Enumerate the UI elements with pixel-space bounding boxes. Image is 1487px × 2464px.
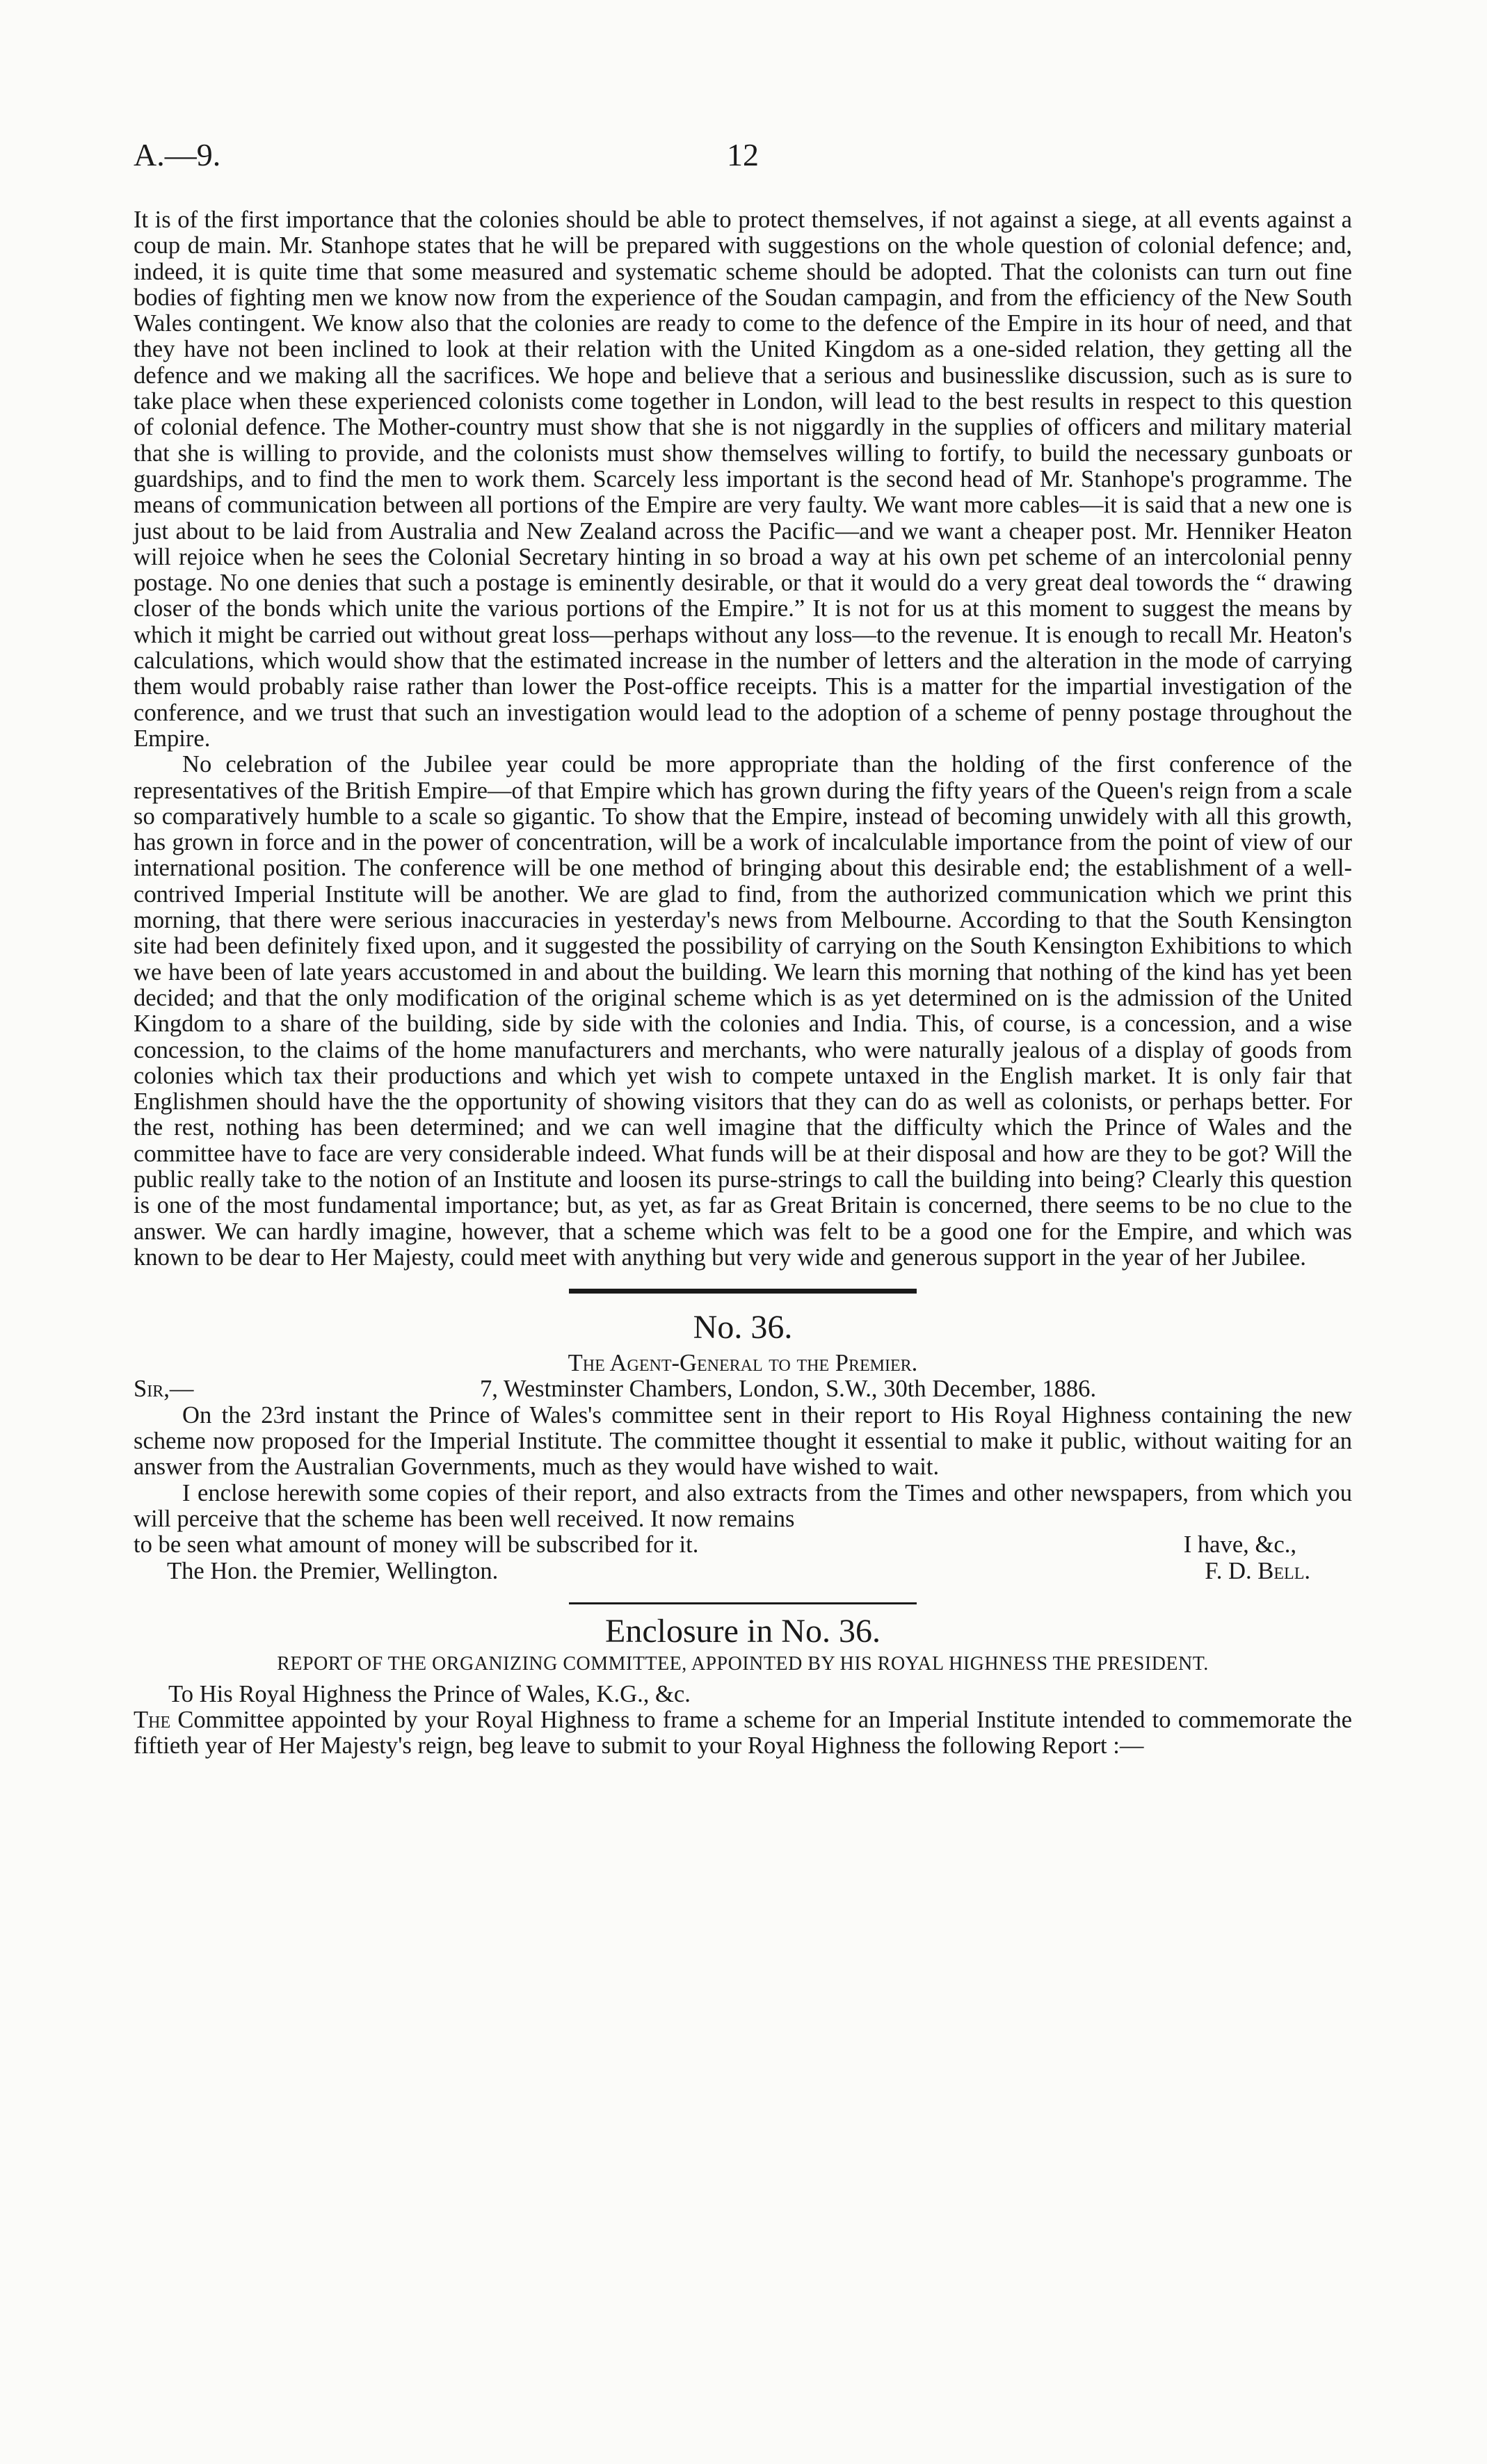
page-reference: A.—9. — [134, 137, 221, 172]
letter-heading: The Agent-General to the Premier. — [568, 1350, 918, 1377]
section-divider — [569, 1289, 917, 1294]
letter-paragraph-2: I enclose herewith some copies of their report, and also extracts from the Times and other newspapers, from which you will perceive that the scheme has been well received. It now remains — [134, 1479, 1352, 1532]
page-number: 12 — [727, 137, 759, 172]
article-paragraph-2: No celebration of the Jubilee year could be more appropriate than the holding of the first conference of the representatives of the British Empire—of that Empire which has grown during the fifty years of the Queen's reign from a scale so comparatively humble to a scale so gigantic. To show that the Empire, instead of becoming unwidely with all this growth, has grown in force and in the power of concentration, will be a work of incalculable importance from the point of view of our international position. The conference will be one method of bringing about this desirable end; the establishment of a well-contrived Imperial Institute will be another. We are glad to find, from the authorized communication which we print this morning, that there were serious inaccuracies in yesterday's news from Melbourne. According to that the South Kensington site had been definitely fixed upon, and it suggested the possibility of carrying on the South Kensington Exhibitions to which we have been of late years accustomed in and about the building. We learn this morning that nothing of the kind has yet been decided; and that the only modification of the original scheme which is as yet determined on is the admission of the United Kingdom to a share of the building, side by side with the colonies and India. This, of course, is a concession, and a wise concession, to the claims of the home manufacturers and merchants, who were naturally jealous of a display of goods from colonies which tax their productions and which yet wish to compete untaxed in the English market. It is only fair that Englishmen should have the the opportunity of showing visitors that they can do as well as colonists, or perhaps better. For the rest, nothing has been determined; and we can well imagine that the difficulty which the Prince of Wales and the committee have to face are very considerable indeed. What funds will be at their disposal and how are they to be got? Will the public really take to the notion of an Institute and loosen its purse-strings to call the building into being? Clearly this question is one of the most fundamental importance; but, as yet, as far as Great Britain is concerned, there seems to be no clue to the answer. We can hardly imagine, however, that a scheme which was felt to be a good one for the Empire, and which was known to be dear to Her Majesty, could meet with anything but very wide and generous support in the year of her Jubilee. — [134, 751, 1352, 1271]
enclosure-heading: Enclosure in No. 36. — [605, 1612, 881, 1650]
letter-paragraph-1: On the 23rd instant the Prince of Wales's committee sent in their report to His Royal Highness containing the new scheme now proposed for the Imperial Institute. The committee thought it essential to make it public, without waiting for an answer from the Australian Governments, much as they would have wished to wait. — [134, 1401, 1352, 1481]
letter-paragraph-2-end: to be seen what amount of money will be subscribed for it. — [134, 1531, 699, 1559]
letter-number: No. 36. — [693, 1309, 793, 1346]
page-header — [134, 136, 1352, 178]
letter-salutation: Sir,— — [134, 1376, 194, 1403]
letter-address: 7, Westminster Chambers, London, S.W., 30th December, 1886. — [480, 1376, 1097, 1403]
report-lead-word: The — [134, 1707, 171, 1734]
page-body — [134, 207, 1352, 1760]
report-paragraph — [134, 1707, 1352, 1760]
enclosure-divider — [569, 1602, 917, 1604]
letter-address-row — [134, 1376, 1352, 1402]
report-address-line: To His Royal Highness the Prince of Wales, K.G., &c. — [168, 1680, 691, 1707]
letter-closing: I have, &c., — [1183, 1531, 1296, 1559]
letter-closing-row — [134, 1532, 1352, 1558]
letter-signature-row — [134, 1559, 1352, 1584]
report-title: REPORT OF THE ORGANIZING COMMITTEE, APPOINTED BY HIS ROYAL HIGHNESS THE PRESIDENT. — [277, 1652, 1209, 1675]
report-text: Committee appointed by your Royal Highness to frame a scheme for an Imperial Institute intended to commemorate the fiftieth year of Her Majesty's reign, beg leave to submit to your Royal Highness the following Report :— — [134, 1707, 1352, 1760]
article-paragraph-1: It is of the first importance that the colonies should be able to protect themselves, if not against a siege, at all events against a coup de main. Mr. Stanhope states that he will be prepared with suggestions on the whole question of colonial defence; and, indeed, it is quite time that some measured and systematic scheme should be adopted. That the colonists can turn out fine bodies of fighting men we know now from the experience of the Soudan campagin, and from the efficiency of the New South Wales contingent. We know also that the colonies are ready to come to the defence of the Empire in its hour of need, and that they have not been inclined to look at their relation with the United Kingdom as a one-sided relation, they getting all the defence and we making all the sacrifices. We hope and believe that a serious and businesslike discussion, such as is sure to take place when these experienced colonists come together in London, will lead to the best results in respect to this question of colonial defence. The Mother-country must show that she is not niggardly in the supplies of officers and military material that she is willing to provide, and the colonists must show themselves willing to fortify, to build the necessary gunboats or guardships, and to find the men to work them. Scarcely less important is the second head of Mr. Stanhope's programme. The means of communication between all portions of the Empire are very faulty. We want more cables—it is said that a new one is just about to be laid from Australia and New Zealand across the Pacific—and we want a cheaper post. Mr. Henniker Heaton will rejoice when he sees the Colonial Secretary hinting in so broad a way at his own pet scheme of an intercolonial penny postage. No one denies that such a postage is eminently desirable, or that it would do a very great deal towords the “ drawing closer of the bonds which unite the various portions of the Empire.” It is not for us at this moment to suggest the means by which it might be carried out without great loss—perhaps without any loss—to the revenue. It is enough to recall Mr. Heaton's calculations, which would show that the estimated increase in the number of letters and the alteration in the mode of carrying them would probably raise rather than lower the Post-office receipts. This is a matter for the impartial investigation of the conference, and we trust that such an investigation would lead to the adoption of a scheme of penny postage throughout the Empire. — [134, 207, 1352, 752]
letter-signature: F. D. Bell. — [1205, 1557, 1310, 1584]
letter-recipient: The Hon. the Premier, Wellington. — [167, 1557, 499, 1584]
